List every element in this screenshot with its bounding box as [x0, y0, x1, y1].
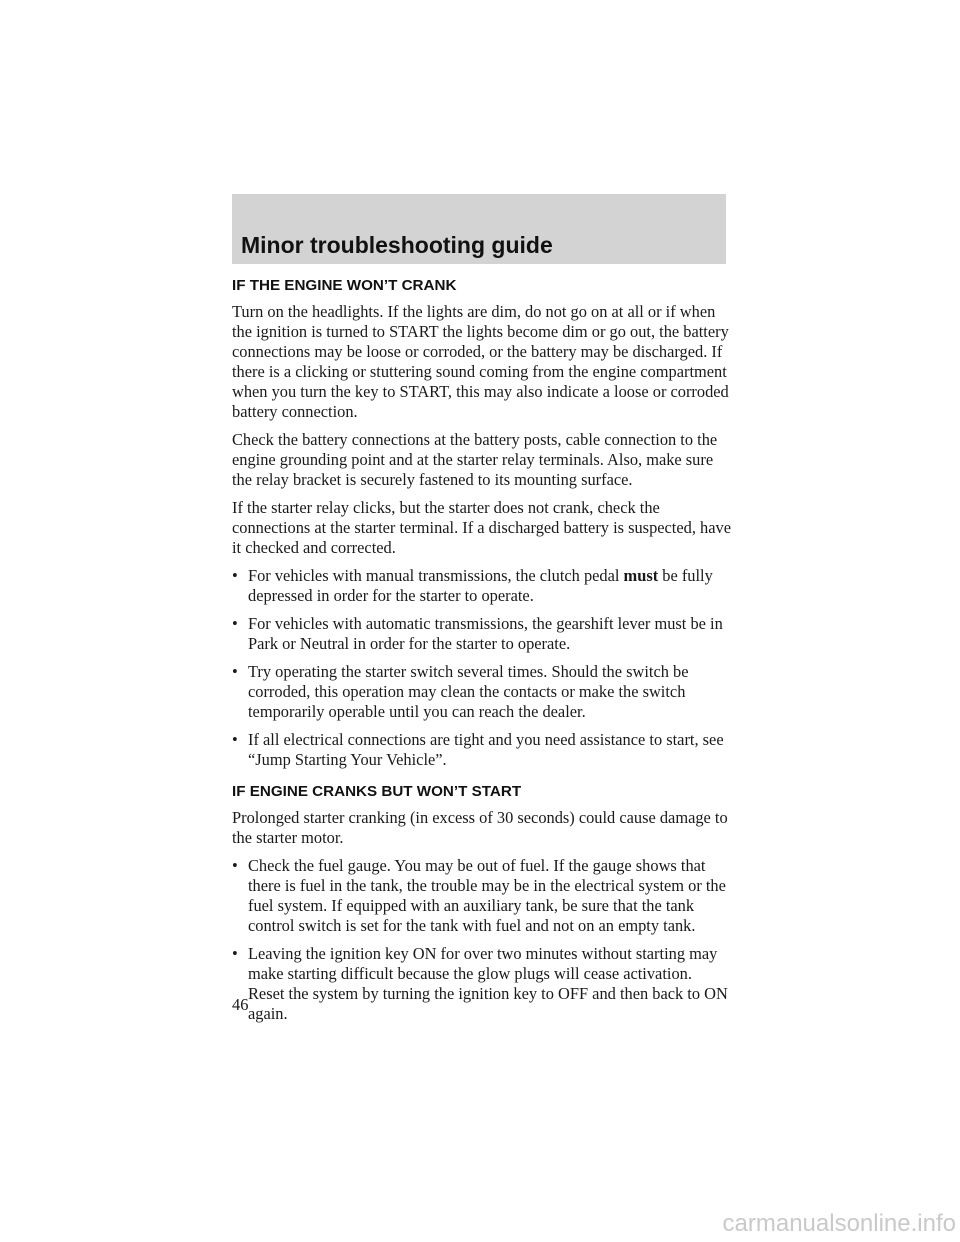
bullet-icon: • — [232, 856, 238, 875]
bullet-icon: • — [232, 614, 238, 633]
bullet-glow-plugs — [232, 944, 732, 1024]
bullet-text: Try operating the starter switch several times. Should the switch be corroded, this operation may clean the contacts or make the switch temporarily operable until you can reach the dealer. — [248, 662, 689, 721]
start-bullet-list — [232, 856, 732, 1024]
bullet-fuel-gauge — [232, 856, 732, 936]
bullet-emphasis: must — [623, 566, 659, 585]
bullet-manual-transmission — [232, 566, 732, 606]
bullet-jump-starting — [232, 730, 732, 770]
crank-bullet-list — [232, 566, 732, 770]
watermark: carmanualsonline.info — [722, 1210, 956, 1237]
bullet-icon: • — [232, 944, 238, 963]
bullet-icon: • — [232, 730, 238, 749]
bullet-automatic-transmission — [232, 614, 732, 654]
bullet-text: If all electrical connections are tight and you need assistance to start, see “Jump Starting Your Vehicle”. — [248, 730, 724, 769]
paragraph-prolonged-cranking: Prolonged starter cranking (in excess of 30 seconds) could cause damage to the starter motor. — [232, 808, 728, 847]
section-header-band — [232, 194, 726, 264]
page-number: 46 — [232, 995, 249, 1014]
bullet-text: be fully depressed in order for the starter to operate. — [248, 566, 713, 605]
bullet-text: Check the fuel gauge. You may be out of fuel. If the gauge shows that there is fuel in the tank, the trouble may be in the electrical system or the fuel system. If equipped with an auxiliary tank, be sure that the tank control switch is set for the tank with fuel and not on an empty tank. — [248, 856, 726, 935]
section-title: Minor troubleshooting guide — [241, 232, 553, 258]
bullet-icon: • — [232, 662, 238, 681]
heading-engine-wont-crank: IF THE ENGINE WON’T CRANK — [232, 277, 457, 294]
bullet-text: Leaving the ignition key ON for over two minutes without starting may make starting difficult because the glow plugs will cease activation. Reset the system by turning the ignition key to OFF and then back to ON again. — [248, 944, 728, 1023]
bullet-starter-switch — [232, 662, 732, 722]
page-content — [232, 276, 732, 1032]
bullet-text: For vehicles with automatic transmissions, the gearshift lever must be in Park or Neutral in order for the starter to operate. — [248, 614, 723, 653]
bullet-icon: • — [232, 566, 238, 585]
paragraph-battery-connections: Check the battery connections at the battery posts, cable connection to the engine grounding point and at the starter relay terminals. Also, make sure the relay bracket is securely fastened to its mounting surface. — [232, 430, 718, 489]
paragraph-headlights-check: Turn on the headlights. If the lights are dim, do not go on at all or if when the ignition is turned to START the lights become dim or go out, the battery connections may be loose or corroded, or the battery may be discharged. If there is a clicking or stuttering sound coming from the engine compartment when you turn the key to START, this may also indicate a loose or corroded battery connection. — [232, 302, 729, 421]
paragraph-starter-relay: If the starter relay clicks, but the starter does not crank, check the connections at the starter terminal. If a discharged battery is suspected, have it checked and corrected. — [232, 498, 731, 557]
bullet-text: For vehicles with manual transmissions, the clutch pedal — [248, 566, 624, 585]
heading-cranks-wont-start: IF ENGINE CRANKS BUT WON’T START — [232, 783, 522, 800]
